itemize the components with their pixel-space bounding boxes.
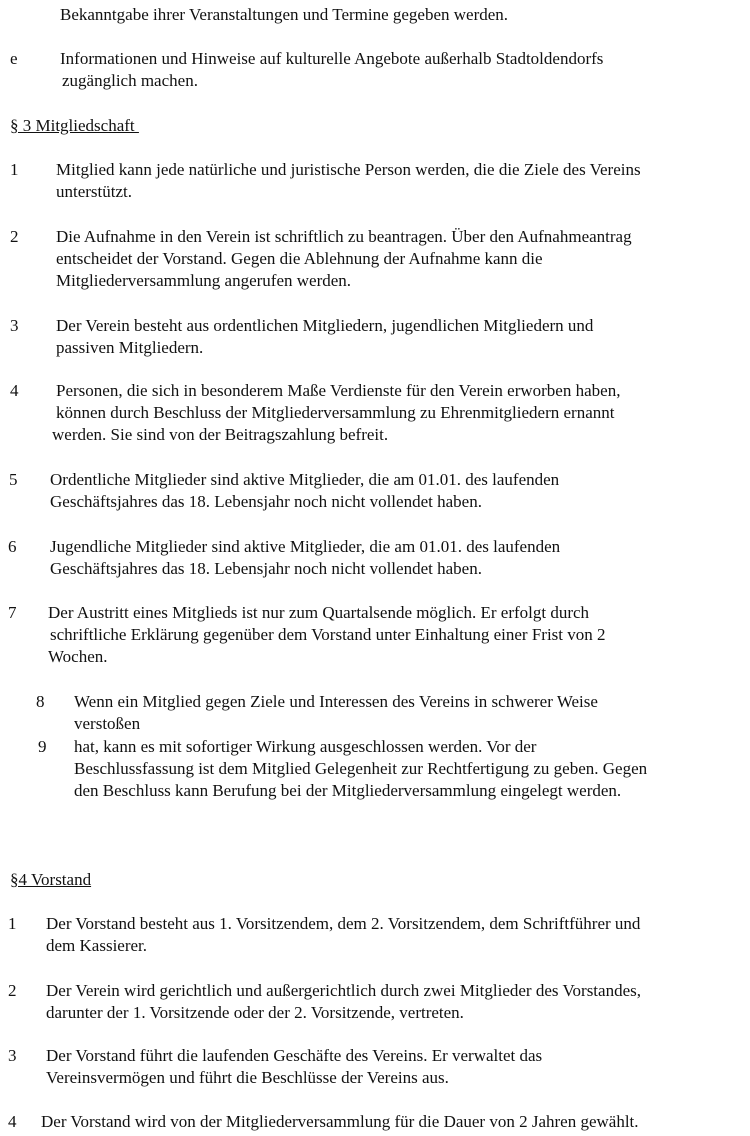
item-number: 2 <box>10 227 19 246</box>
item-line: zugänglich machen. <box>62 71 198 90</box>
item-line: Die Aufnahme in den Verein ist schriftlich zu beantragen. Über den Aufnahmeantrag <box>56 227 632 246</box>
item-number: 3 <box>8 1046 17 1065</box>
intro-fragment <box>60 4 508 26</box>
item-line: Mitgliederversammlung angerufen werden. <box>56 271 352 290</box>
item-line: Der Austritt eines Mitglieds ist nur zum Quartalsende möglich. Er erfolgt durch <box>48 603 590 622</box>
item-line: hat, kann es mit sofortiger Wirkung ausgeschlossen werden. Vor der <box>74 737 537 756</box>
item-number: e <box>10 49 18 68</box>
item-line: Vereinsvermögen und führt die Beschlüsse der Vereins aus. <box>46 1068 449 1087</box>
item-line: dem Kassierer. <box>46 936 148 955</box>
item-line: Mitglied kann jede natürliche und juristische Person werden, die die Ziele des Vereins <box>56 160 641 179</box>
item-number: 4 <box>10 381 19 400</box>
item-line: werden. Sie sind von der Beitragszahlung befreit. <box>52 425 389 444</box>
item-line: können durch Beschluss der Mitgliederversammlung zu Ehrenmitgliedern ernannt <box>56 403 615 422</box>
item-line: Geschäftsjahres das 18. Lebensjahr noch nicht vollendet haben. <box>50 559 482 578</box>
item-line: Jugendliche Mitglieder sind aktive Mitglieder, die am 01.01. des laufenden <box>50 537 561 556</box>
item-number: 7 <box>8 603 17 622</box>
item-line: Wochen. <box>48 647 108 666</box>
item-line: verstoßen <box>74 714 141 733</box>
item-line: Der Verein wird gerichtlich und außergerichtlich durch zwei Mitglieder des Vorstandes, <box>46 981 641 1000</box>
item-line: Der Vorstand besteht aus 1. Vorsitzendem, dem 2. Vorsitzendem, dem Schriftführer und <box>46 914 641 933</box>
item-line: entscheidet der Vorstand. Gegen die Ablehnung der Aufnahme kann die <box>56 249 543 268</box>
item-number: 6 <box>8 537 17 556</box>
item-line: den Beschluss kann Berufung bei der Mitgliederversammlung eingelegt werden. <box>74 781 622 800</box>
item-line: Der Vorstand wird von der Mitgliederversammlung für die Dauer von 2 Jahren gewählt. <box>41 1112 639 1131</box>
item-number: 2 <box>8 981 17 1000</box>
item-line: Ordentliche Mitglieder sind aktive Mitglieder, die am 01.01. des laufenden <box>50 470 560 489</box>
item-number: 5 <box>9 470 18 489</box>
item-number: 8 <box>36 692 45 711</box>
item-line: Wenn ein Mitglied gegen Ziele und Interessen des Vereins in schwerer Weise <box>74 692 598 711</box>
intro-line: Bekanntgabe ihrer Veranstaltungen und Termine gegeben werden. <box>60 5 509 24</box>
item-line: passiven Mitgliedern. <box>56 338 204 357</box>
item-number: 1 <box>10 160 19 179</box>
item-line: Informationen und Hinweise auf kulturelle Angebote außerhalb Stadtoldendorfs <box>60 49 604 68</box>
item-number: 1 <box>8 914 17 933</box>
item-line: schriftliche Erklärung gegenüber dem Vorstand unter Einhaltung einer Frist von 2 <box>50 625 606 644</box>
item-number: 3 <box>10 316 19 335</box>
item-line: Geschäftsjahres das 18. Lebensjahr noch nicht vollendet haben. <box>50 492 482 511</box>
section-heading-3: § 3 Mitgliedschaft <box>10 116 139 135</box>
item-line: Personen, die sich in besonderem Maße Verdienste für den Verein erworben haben, <box>56 381 621 400</box>
item-line: unterstützt. <box>56 182 133 201</box>
item-line: Der Verein besteht aus ordentlichen Mitgliedern, jugendlichen Mitgliedern und <box>56 316 594 335</box>
item-line: Beschlussfassung ist dem Mitglied Gelegenheit zur Rechtfertigung zu geben. Gegen <box>74 759 648 778</box>
item-line: Der Vorstand führt die laufenden Geschäfte des Vereins. Er verwaltet das <box>46 1046 543 1065</box>
section-heading-4: §4 Vorstand <box>10 870 92 889</box>
item-line: darunter der 1. Vorsitzende oder der 2. Vorsitzende, vertreten. <box>46 1003 464 1022</box>
item-number: 4 <box>8 1112 17 1131</box>
item-number: 9 <box>38 737 47 756</box>
